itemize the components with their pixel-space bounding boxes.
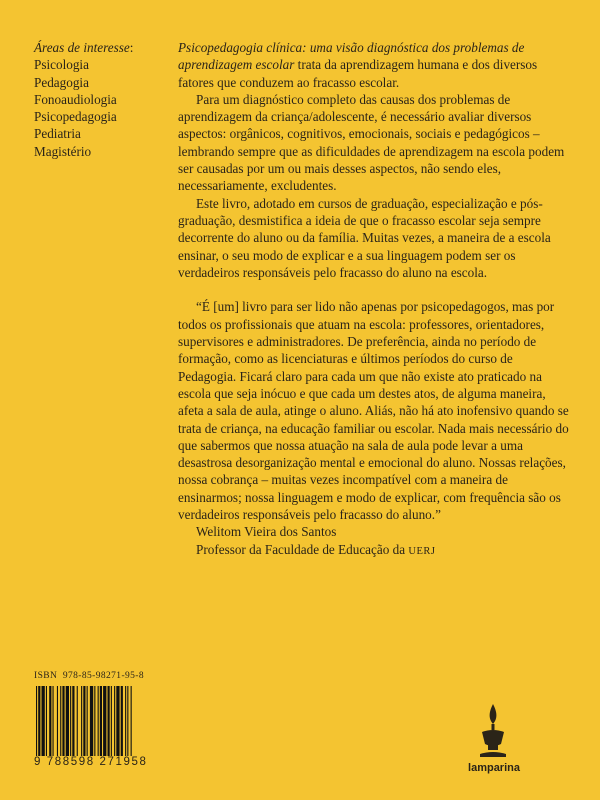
barcode [34, 686, 182, 756]
barcode-bar [83, 686, 85, 756]
barcode-bar [131, 686, 132, 756]
barcode-bar [57, 686, 58, 756]
barcode-bar [60, 686, 61, 756]
intro-paragraph: Psicopedagogia clínica: uma visão diagnóstica dos problemas de aprendizagem escolar trata da aprendizagem humana e dos diversos fatores que conduzem ao fracasso escolar. [178, 40, 538, 90]
area-item: Pediatria [34, 126, 81, 142]
barcode-bar [72, 686, 74, 756]
barcode-bar [121, 686, 123, 756]
area-item: Magistério [34, 143, 92, 159]
areas-heading: Áreas de interesse: [34, 40, 134, 55]
barcode-bar [66, 686, 69, 756]
barcode-bar [125, 686, 126, 756]
barcode-bar [62, 686, 64, 756]
paragraph-spacer [178, 281, 572, 298]
institution-acronym: UERJ [408, 545, 436, 557]
barcode-digits: 9 788598 271958 [34, 756, 148, 768]
barcode-bar [87, 686, 88, 756]
barcode-bar [81, 686, 82, 756]
oil-lamp-icon [468, 702, 518, 762]
testimonial-quote: “É [um] livro para ser lido não apenas por psicopedagogos, mas por todos os profissionais que atuam na escola: professores, orientadores, supervisores e administradores. De preferência, ainda no período de formação, como as licenciaturas e últimos períodos do curso de Pedagogia. Ficará claro para cada um que não existe ato praticado na escola que seja inócuo e que cada um destes atos, de alguma maneira, afeta a sala de aula, atinge o aluno. Aliás, não há ato inofensivo quando se trata de criança, na educação familiar ou escolar. Nada mais necessário do que sabermos que nossa atuação na sala de aula pode levar a uma desastrosa desorganização mental e emocional do aluno. Nossas relações, nossa cobrança – muitas vezes incompatível com a maneira de ensinarmos; nossa linguagem e modo de explicar, com frequência são os verdadeiros responsáveis pelo fracasso do aluno.” [178, 299, 569, 523]
barcode-bar [94, 686, 95, 756]
book-title: Psicopedagogia clínica: uma visão diagnóstica dos problemas de aprendizagem escolar [178, 40, 525, 73]
isbn-line: ISBN 978-85-98271-95-8 [34, 671, 145, 681]
publisher-name: lamparina [468, 762, 520, 774]
barcode-bar [49, 686, 51, 756]
back-cover-text [178, 39, 572, 560]
barcode-bar [103, 686, 106, 756]
barcode-bar [70, 686, 71, 756]
quote-affiliation: Professor da Faculdade de Educação da UERJ [196, 541, 436, 557]
area-item: Psicopedagogia [34, 109, 117, 125]
barcode-bar [98, 686, 99, 756]
barcode-bar [53, 686, 54, 756]
barcode-bar [108, 686, 110, 756]
barcode-bar [36, 686, 37, 756]
description-paragraph: Este livro, adotado em cursos de graduação, especialização e pós-graduação, desmistifica a ideia de que o fracasso escolar seja sempre decorrente do aluno ou da família. Muitas vezes, a maneira de a escola ensinar, o seu modo de explicar e a sua linguagem podem ser os verdadeiros responsáveis pelo fracasso do aluno na escola. [178, 195, 551, 280]
barcode-bar [114, 686, 115, 756]
barcode-bar [90, 686, 93, 756]
barcode-bar [77, 686, 78, 756]
isbn-number: 978-85-98271-95-8 [62, 671, 145, 681]
description-paragraph: Para um diagnóstico completo das causas dos problemas de aprendizagem da criança/adolescente, é necessário avaliar diversos aspectos: orgânicos, cognitivos, emocionais, sociais e pedagógicos – lembrando sempre que as dificuldades de aprendizagem na escola podem ser causadas por um ou mais desses aspectos, não sendo eles, necessariamente, excludentes. [178, 91, 565, 194]
areas-of-interest [34, 39, 174, 160]
barcode-bar [127, 686, 128, 756]
barcode-bar [100, 686, 102, 756]
barcode-bar [42, 686, 45, 756]
barcode-bar [38, 686, 40, 756]
barcode-bar [116, 686, 119, 756]
area-item: Fonoaudiologia [34, 91, 117, 107]
barcode-bar [111, 686, 112, 756]
quote-author: Welitom Vieira dos Santos [196, 524, 337, 540]
barcode-bar [46, 686, 47, 756]
area-item: Pedagogia [34, 74, 89, 90]
area-item: Psicologia [34, 57, 89, 73]
